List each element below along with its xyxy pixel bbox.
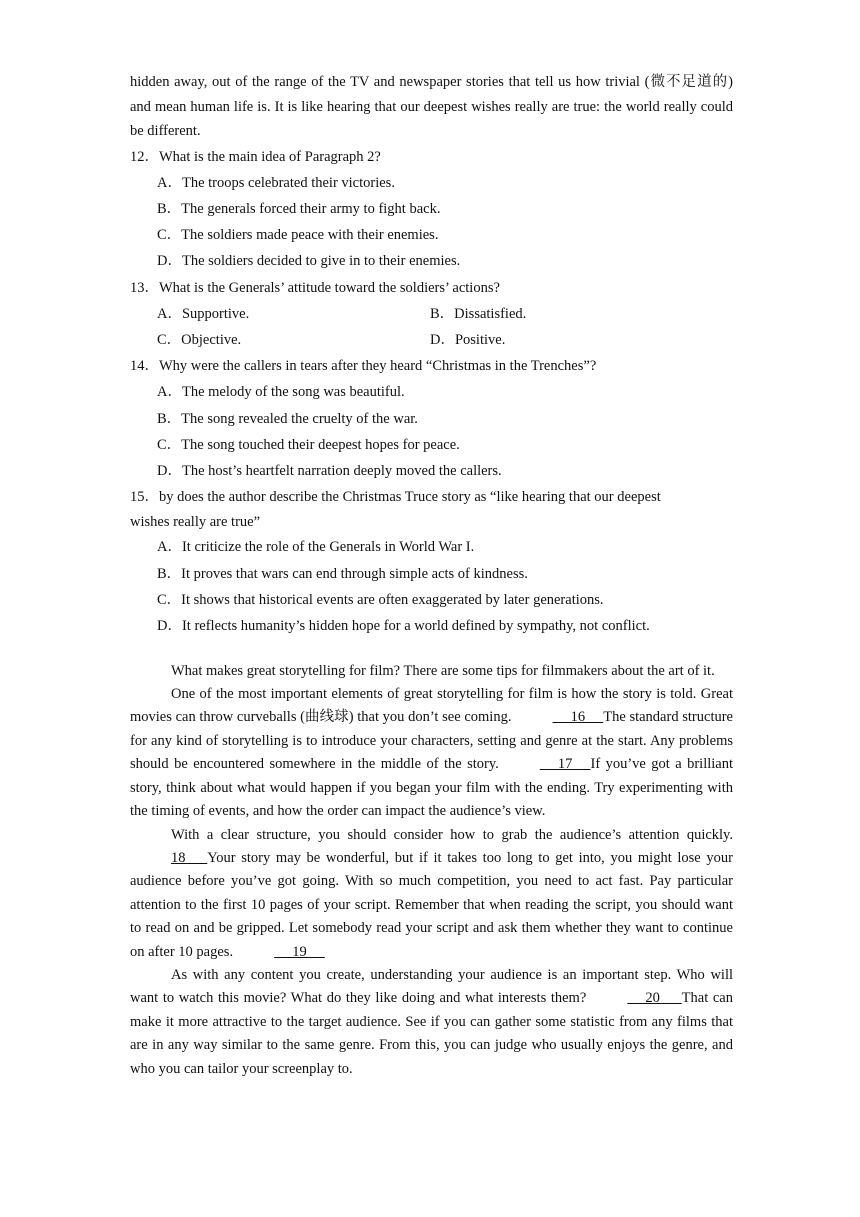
option-a: A．The troops celebrated their victories. (157, 174, 395, 191)
passage-paragraph-1: What makes great storytelling for film? There are some tips for filmmakers about the art of it. (171, 662, 715, 679)
option-b: B．It proves that wars can end through simple acts of kindness. (157, 565, 528, 582)
blank-17[interactable]: 17 (539, 756, 591, 773)
option-c: C．Objective. (157, 331, 242, 348)
passage-text: The standard structure for any kind of storytelling is to introduce your characters, setting and genre at the start. Any problems should be encountered somewhere in the middle of the story. (130, 709, 733, 773)
option-a: A．The melody of the song was beautiful. (157, 384, 405, 401)
question-stem: 14．Why were the callers in tears after they heard “Christmas in the Trenches”? (130, 358, 597, 375)
option-b: B．Dissatisfied. (430, 305, 527, 322)
question-stem: 12．What is the main idea of Paragraph 2? (130, 148, 381, 165)
passage-paragraph-4 (130, 964, 733, 1081)
question-13 (130, 275, 733, 354)
option-c: C．The soldiers made peace with their enemies. (157, 227, 439, 244)
cloze-passage (130, 660, 733, 1081)
option-c: C．The song touched their deepest hopes for peace. (157, 436, 460, 453)
intro-paragraph: hidden away, out of the range of the TV and newspaper stories that tell us how trivial (微不足道的) and mean human life is. It is like hearing that our deepest wishes really are true: the world really could be different. (130, 74, 733, 139)
passage-text: One of the most important elements of great storytelling for film is how the story is told. Great movies can throw curveballs (曲线球) that you don’t see coming. (130, 686, 733, 726)
blank-19[interactable]: 19 (274, 943, 325, 960)
passage-text: If you’ve got a brilliant story, think about what would happen if you began your film with the ending. Try experimenting with the timing of events, and how the order can impact the audience’s view. (130, 756, 733, 820)
option-a: A．Supportive. (157, 305, 250, 322)
option-row (157, 327, 733, 353)
question-stem-continued: wishes really are true” (130, 514, 261, 531)
passage-text: With a clear structure, you should consider how to grab the audience’s attention quickly. (171, 826, 733, 843)
option-b: B．The song revealed the cruelty of the war. (157, 410, 418, 427)
blank-18[interactable]: 18 (171, 849, 208, 866)
passage-text: Your story may be wonderful, but if it takes too long to get into, you might lose your audience before you’ve got going. With so much competition, you need to act fast. Pay particular attention to the first 10 pages of your script. Remember that when reading the script, you should want to read on and be gripped. Let somebody read your script and ask them whether they want to continue on after 10 pages. (130, 849, 733, 960)
blank-16[interactable]: 16 (552, 709, 604, 726)
option-a: A．It criticize the role of the Generals in World War I. (157, 539, 475, 556)
question-15 (130, 484, 733, 639)
option-d: D．Positive. (430, 331, 506, 348)
option-d: D．It reflects humanity’s hidden hope for a world defined by sympathy, not conflict. (157, 618, 650, 635)
option-d: D．The soldiers decided to give in to their enemies. (157, 253, 461, 270)
question-14 (130, 353, 733, 484)
option-row (157, 301, 733, 327)
option-b: B．The generals forced their army to fight back. (157, 200, 441, 217)
passage-paragraph-2 (130, 683, 733, 823)
passage-text: As with any content you create, understanding your audience is an important step. Who will want to watch this movie? What do they like doing and what interests them? (130, 966, 733, 1007)
blank-20[interactable]: 20 (627, 990, 682, 1007)
passage-text: That can make it more attractive to the target audience. See if you can gather some statistic from any films that are in any way similar to the same genre. From this, you can judge who usually enjoys the genre, and who you can tailor your screenplay to. (130, 990, 733, 1077)
option-d: D．The host’s heartfelt narration deeply moved the callers. (157, 463, 502, 480)
question-stem: 15．by does the author describe the Christmas Truce story as “like hearing that our deepest (130, 489, 661, 506)
question-12 (130, 144, 733, 275)
document-page (130, 70, 733, 1081)
question-stem: 13．What is the Generals’ attitude toward the soldiers’ actions? (130, 279, 500, 296)
option-c: C．It shows that historical events are often exaggerated by later generations. (157, 592, 604, 609)
passage-paragraph-3 (130, 824, 733, 964)
